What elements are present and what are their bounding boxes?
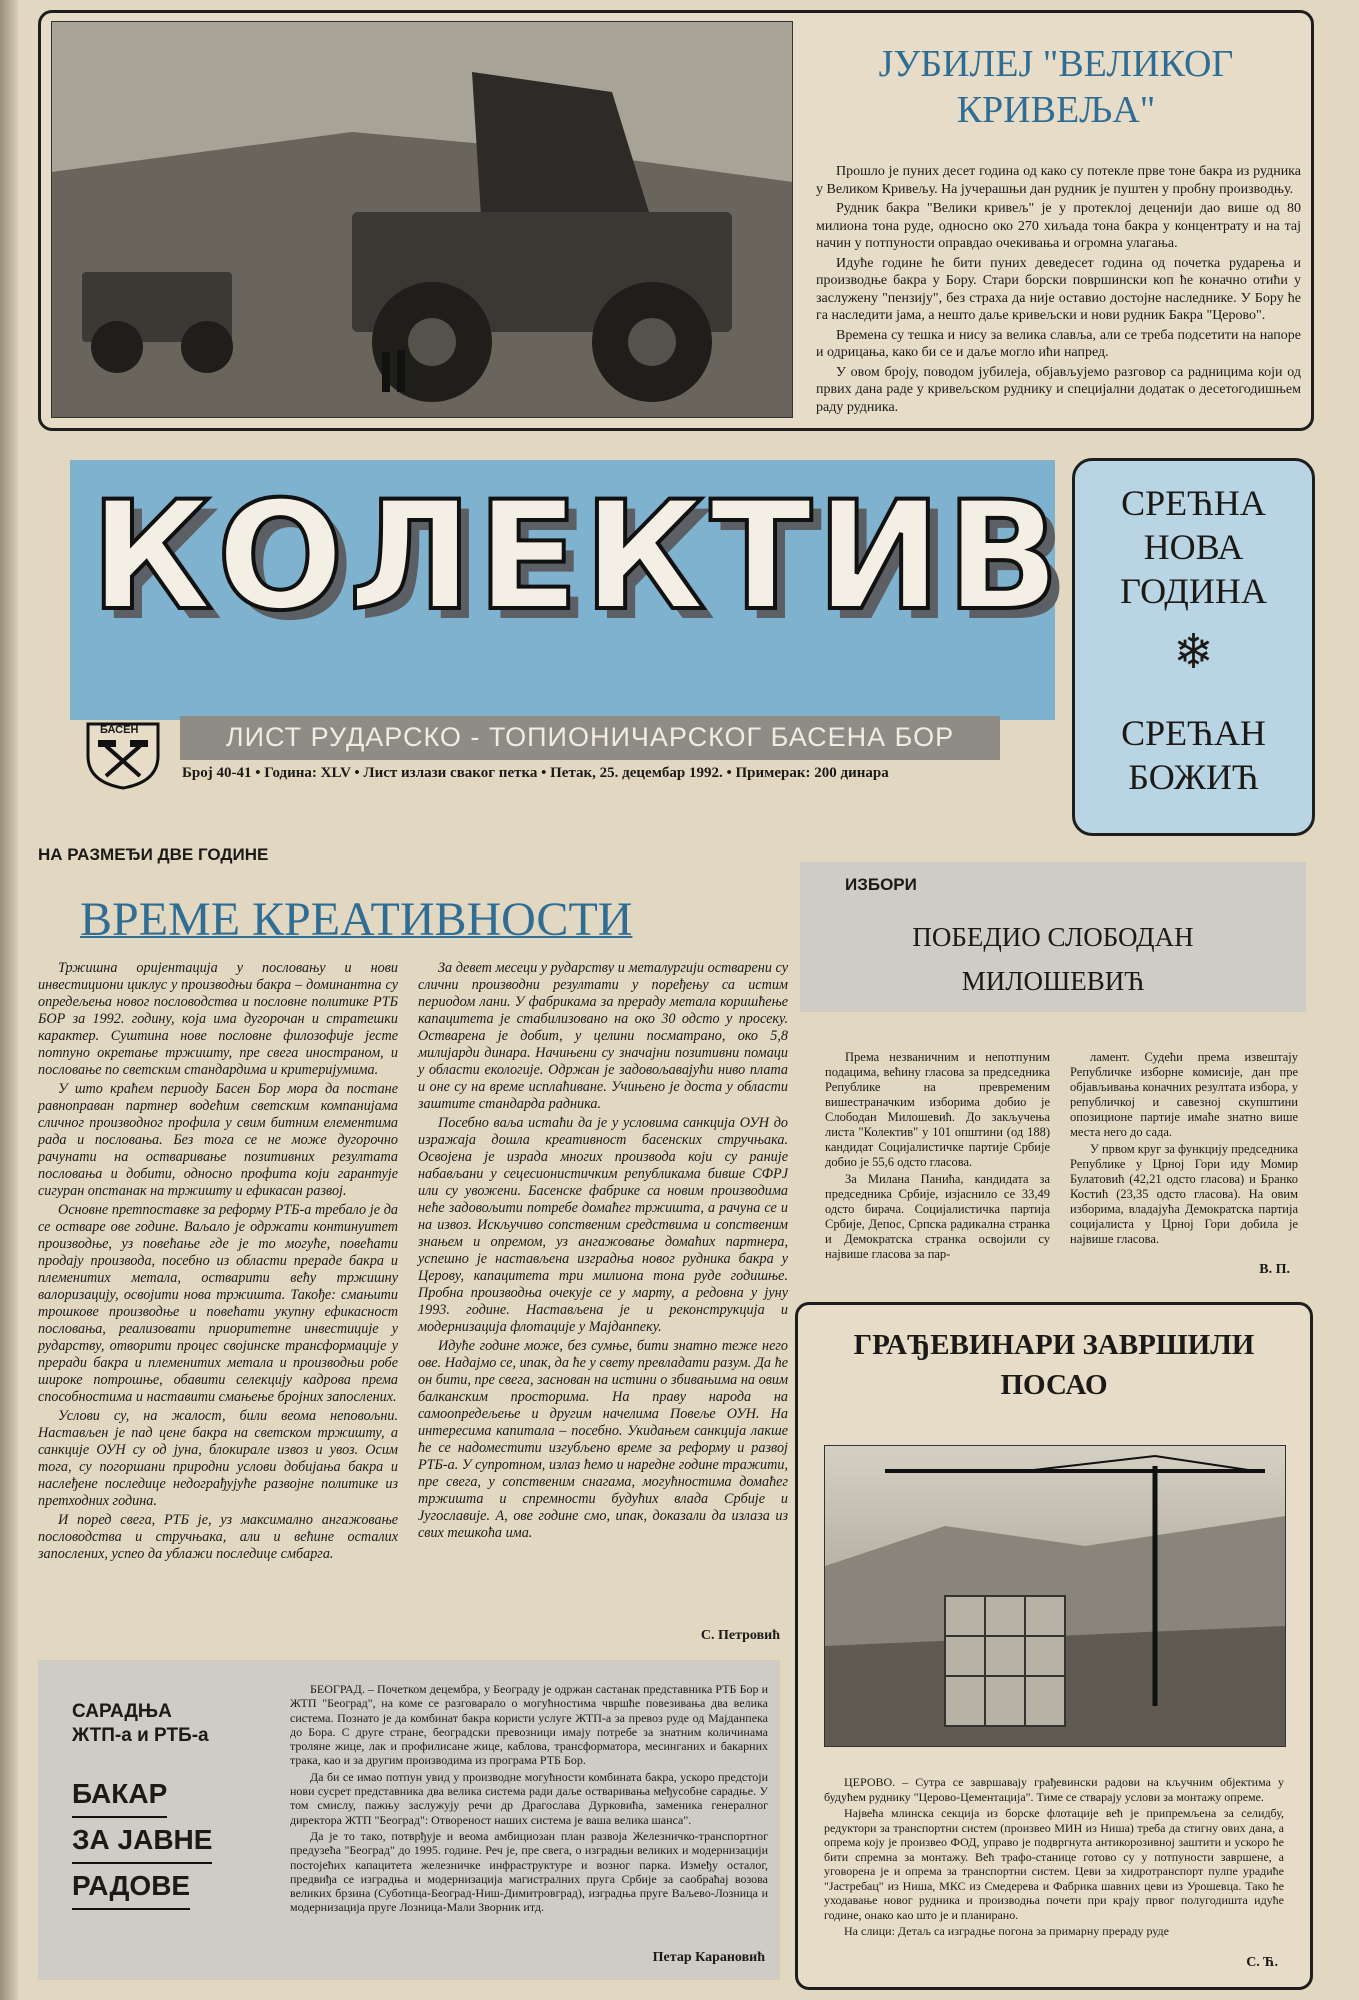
- elections-paragraph: Према незваничним и непотпуним подацима, већину гласова за председника Републике на превременим вишестраначким изборима добио је Слободан Милошевић. До закључења листа "Колектив" у 101 општини (од 188) кандидат Социјалистичке партије Србије добио је 55,6 одсто гласова.: [825, 1050, 1050, 1169]
- snowflake-icon: ❄: [1173, 626, 1214, 679]
- cooperation-signature: Петар Карановић: [652, 1950, 765, 1965]
- greeting-line: НОВА: [1143, 527, 1244, 567]
- elections-label: ИЗБОРИ: [845, 875, 917, 894]
- builders-caption: На слици: Детаљ са изградње погона за примарну прераду руде: [844, 1924, 1169, 1938]
- top-story-paragraph: Времена су тешка и нису за велика славља, али се треба подсетити на напоре и одрицања, како би се и даље могло ићи напред.: [816, 327, 1301, 360]
- masthead: [70, 460, 1064, 790]
- cooperation-paragraph: БЕОГРАД. – Почетком децембра, у Београду је одржан састанак представника РТБ Бор и ЖТП "Београд", на коме се разговарало о могућностима чвршће повезивања два велика система. Познато је да комбинат бакра користи услуге ЖТП-а за превоз руде од Мајданпека до Бора. С друге стране, београдски превозници имају потребе за знатним количинама троляне жице, лак и профилисане жице, каблова, трансформатора, месинганих и бакарних трака, као и за другим производима из програма РТБ Бор.: [290, 1682, 768, 1768]
- masthead-title: КОЛЕКТИВ: [90, 470, 1064, 644]
- elections-paragraph: У првом круг за функцију председника Републике у Црној Гори иду Момир Булатовић (42,21 одсто гласова) и Бранко Костић (23,35 одсто гласова). На овим изборима, владајућа Демократска партија социјалиста у Црној Гори добила је највише гласова.: [1070, 1142, 1299, 1246]
- page-fold-shadow: [0, 0, 18, 2000]
- top-story-paragraph: Прошло је пуних десет година од како су потекле прве тоне бакра из рудника у Великом Кривељу. На јучерашњи дан рудник је пуштен у пробну производњу.: [816, 164, 1301, 197]
- top-story-text: [816, 163, 1301, 418]
- issue-info: Број 40-41 • Година: XLV • Лист излази сваког петка • Петак, 25. децембар 1992. • Примерак: 200 динара: [182, 765, 889, 781]
- main-article-kicker: НА РАЗМЕЂИ ДВЕ ГОДИНЕ: [38, 845, 269, 864]
- masthead-subtitle: ЛИСТ РУДАРСКО - ТОПИОНИЧАРСКОГ БАСЕНА БОР: [225, 722, 955, 752]
- cooperation-title-line1: БАКАР: [72, 1772, 167, 1818]
- elections-col1: [825, 1050, 1050, 1264]
- elections-paragraph: За Милана Панића, кандидата за председника Србије, изјаснило се 33,49 одсто бирача. Социјалистичка партија Србије, Депос, Српска радикална странка и Демократска странка освојили су највише гласова за пар-: [825, 1172, 1050, 1261]
- cooperation-label: [72, 1700, 209, 1748]
- elections-signature: В. П.: [1259, 1262, 1290, 1277]
- builders-title-line2: ПОСАО: [1000, 1369, 1108, 1401]
- top-story-title: [811, 41, 1301, 133]
- builders-photo: [824, 1445, 1286, 1747]
- construction-illustration: [825, 1446, 1285, 1746]
- elections-col2: [1070, 1050, 1298, 1249]
- top-story-box: [38, 10, 1314, 431]
- top-story-paragraph: Рудник бакра "Велики кривељ" је у протеклој деценији дао више од 80 милиона тона руде, односно око 270 хиљада тона бакра у концентрату и на тај начин у потпуности оправдао очекивања и огромна улагања.: [816, 201, 1301, 251]
- main-paragraph: И поред свега, РТБ је, уз максимално ангажовање пословодства и стручњака, али и већине осталих запослених, успео да ублажи последице смбарга.: [38, 1512, 398, 1562]
- cooperation-text: [290, 1682, 768, 1917]
- elections-title-line2: МИЛОШЕВИЋ: [961, 966, 1145, 996]
- top-story-title-line1: ЈУБИЛЕЈ "ВЕЛИКОГ: [878, 43, 1234, 85]
- builders-paragraph: Највећа млинска секција из борске флотације већ је припремљена за селидбу, редуктори за транспортни систем (произвео МИН из Ниша) треба да стигну ових дана, а опрема коју је произвео ФОД, управо је подвргнута антикорозивној заштити и ускоро ће бити спремна за монтажу. Већ трафо-станице готово су у потпуности завршене, а уговорена је и опрема за транспортни систем. Цеви за хидротранспорт пулпе урадиће "Јастребац" из Ниша, МКС из Смедерева и Фабрика шавних цеви из Урошевца. Тако ће уходавање новог рудника и производња почети при крају првог полугодишта идуће године, онако као што је и планирано.: [824, 1806, 1284, 1922]
- main-paragraph: У што краћем периоду Басен Бор мора да постане равноправан партнер водећим светским компанијама сличног производног профила у свим битним елементима рада и пословања. Без тога се не може дугорочно рачунати на остваривање позитивних резултата пословања и добити, односно профита који гарантује сигуран опстанак на тржишту и ефикасан развој.: [38, 1081, 398, 1199]
- builders-paragraph: ЦЕРОВО. – Сутра се завршавају грађевински радови на кључним објектима у будућем руднику "Церово-Цементација". Тиме се стварају услови за монтажу опреме.: [824, 1775, 1284, 1804]
- top-story-title-line2: КРИВЕЉА": [956, 89, 1156, 131]
- cooperation-title-line3: РАДОВЕ: [72, 1864, 190, 1910]
- main-article-title: ВРЕМЕ КРЕАТИВНОСТИ: [80, 893, 633, 946]
- basen-logo: [78, 710, 168, 790]
- mining-truck-illustration: [52, 22, 792, 417]
- builders-signature: С. Ћ.: [1246, 1955, 1278, 1970]
- top-story-paragraph: У овом броју, поводом јубилеја, објављујемо разговор са радницима који од првих дана раде у кривељском руднику и специјални додатак о десетогодишњем раду рудника.: [816, 364, 1301, 415]
- builders-box: [795, 1302, 1313, 1990]
- cooperation-label-line1: САРАДЊА: [72, 1701, 172, 1722]
- builders-title: [798, 1325, 1310, 1405]
- builders-title-line1: ГРАЂЕВИНАРИ ЗАВРШИЛИ: [853, 1329, 1255, 1361]
- logo-shield-icon: [78, 710, 168, 790]
- main-paragraph: Посебно ваља истаћи да је у условима санкција ОУН до изражаја дошла креативност басенских стручњака. Освојена је израда многих производа који су раније набављани у сецесионистичким републикама бивше СФРЈ или су увожени. Басенске фабрике са новим производима неће задовољити потребе домаћег тржишта, а рачуна се и на извоз. Искључиво сопственим средствима и сопственим знањем и опремом, уз ангажовање домаћих партнера, успешно је настављена изградња новог рудника бакра у Церову, капацитета три милиона тона руде годишње. Пробна производња очекује се у марту, а редовна у јуну 1993. године. Настављена је и реконструкција и модернизација флотације у Мајданпеку.: [418, 1115, 788, 1335]
- elections-title: [800, 915, 1306, 1003]
- cooperation-title-line2: ЗА ЈАВНЕ: [72, 1818, 212, 1864]
- main-article-signature: С. Петровић: [700, 1628, 780, 1643]
- elections-paragraph: ламент. Судећи према извештају Републичке изборне комисије, дан пре објављивања коначних резултата избора, у републичкој и савезној скупштини опозиционе партије имаће знатно више места него до сада.: [1070, 1050, 1298, 1139]
- greeting-box: [1072, 458, 1315, 836]
- main-paragraph: Идуће године може, без сумње, бити знатно теже него ове. Надајмо се, ипак, да ће у свету превладати разум. Да ће он бити, пре свега, заснован на истини о збивањима на овим балканским просторима. На праву народа на самоопредељење и другим начелима Повеље ОУН. На интересима капитала – посебно. Укидањем санкција лакше ће се надоместити изгубљено време за реформу и развој РТБ-а. У супротном, излаз ћемо и наредне године тражити, пре свега, у сопственим снагама, могућностима домаћег тржишта и спремности будућих влада Србије и Југославије. А, ове године смо, ипак, доказали да излаза из свих тешкоћа има.: [418, 1338, 788, 1541]
- elections-title-line1: ПОБЕДИО СЛОБОДАН: [912, 922, 1194, 952]
- cooperation-label-line2: ЖТП-а и РТБ-а: [72, 1725, 209, 1746]
- cooperation-paragraph: Да би се имао потпун увид у производне могућности комбината бакра, ускоро предстоји нови сусрет представника два велика система ради даље остваривања међусобне сарадње. У том смислу, пажњу заслужују речи др Драгослава Дурковића, заменика генералног директора ЖТП "Београд": Отвореност наших система је вашa велика шанса".: [290, 1769, 768, 1827]
- greeting-line: СРЕЋНА: [1121, 483, 1266, 523]
- cooperation-paragraph: Да је то тако, потврђује и веома амбициозан план развоја Железничко-транспортног предузећа "Београд" до 1995. године. Реч је, пре свега, о изградњи великих и модернизацији постојећих капацитета железничке инфраструктуре и возног парка. Између осталог, предвиђа се изградња и модернизација магистралних пруга Србије за саобраћај возова великих брзина (Суботица-Београд-Ниш-Димитровград), изградња пруге Ваљево-Лозница и модернизација пруге Лозница-Мали Зворник итд.: [290, 1828, 768, 1915]
- main-paragraph: Услови су, на жалост, били веома неповољни. Настављен је пад цене бакра на светском тржишту, а санкције ОУН су од јуна, блокирале извоз и увоз. Осим тога, су погоршани природни услови добијања бакра и наслеђене последице недограђујуће развојне политике из претходних година.: [38, 1408, 398, 1509]
- main-article-col1: [38, 960, 398, 1565]
- top-story-photo: [51, 21, 793, 418]
- main-article-col2: [418, 960, 788, 1544]
- cooperation-title: [72, 1772, 212, 1910]
- builders-text: [824, 1775, 1284, 1941]
- top-story-paragraph: Идуће године ће бити пуних деведесет година од почетка рударења и производње бакра у Бору. Стари борски површински коп ће коначно отићи у заслужену "пензију", без страха да није оставио достојне наследнике. У Бору ће га наследити јама, а нешто даље кривељски и нови рудник Бакра "Церово".: [816, 255, 1301, 323]
- main-paragraph: Основне претпоставке за реформу РТБ-а требало је да се остваре ове године. Ваљало је одржати континуитет производње, уз повећање где је то могуће, повећати продају производа, посебно из области прераде бакра и племенитих метала, остварити већу тржишну валоризацију, освојити нова тржишта. Такође: смањити трошкове производње и повећати укупну ефикасност пословања, реализовати приоритетне инвестиције у рударству, отворити процес својинске трансформације у преради бакра и племенитих метала и производњи робе широке потрошње, обавити селекцију кадрова према способностима и наставити смањење бројних запослених.: [38, 1202, 398, 1405]
- greeting-line: ГОДИНА: [1120, 571, 1267, 611]
- greeting-line: БОЖИЋ: [1128, 757, 1259, 797]
- main-paragraph: За девет месеци у рударству и металургији остварени су слични производни резултати у поређењу са истим периодом лани. У фабрикама за прераду метала коришћење капацитета је стабилизовано на око 30 одсто у просеку. Остварена је добит, у целини посматрано, око 5,8 милијарди динара. Начињени су значајни позитивни помаци у области екологије. Одржан је задовољавајући ниво плата и оне су на време исплаћиване. Учињено је доста у области заштите стандарда радника.: [418, 960, 788, 1112]
- logo-text: БАСЕН: [100, 724, 139, 736]
- greeting-line: СРЕЋАН: [1121, 713, 1266, 753]
- main-paragraph: Тржишна оријентација у пословању и нови инвестициони циклус у производњи бакра – доминантна су опредељења новог пословодства и пословне политике РТБ БОР за 1992. годину, која има дугорочан и стратешки карактер. Суштина нове пословне филозофије јесте потпуно окретање тржишту, пре свега иностраном, и пословање по светским стандардима и критеријумима.: [38, 960, 398, 1078]
